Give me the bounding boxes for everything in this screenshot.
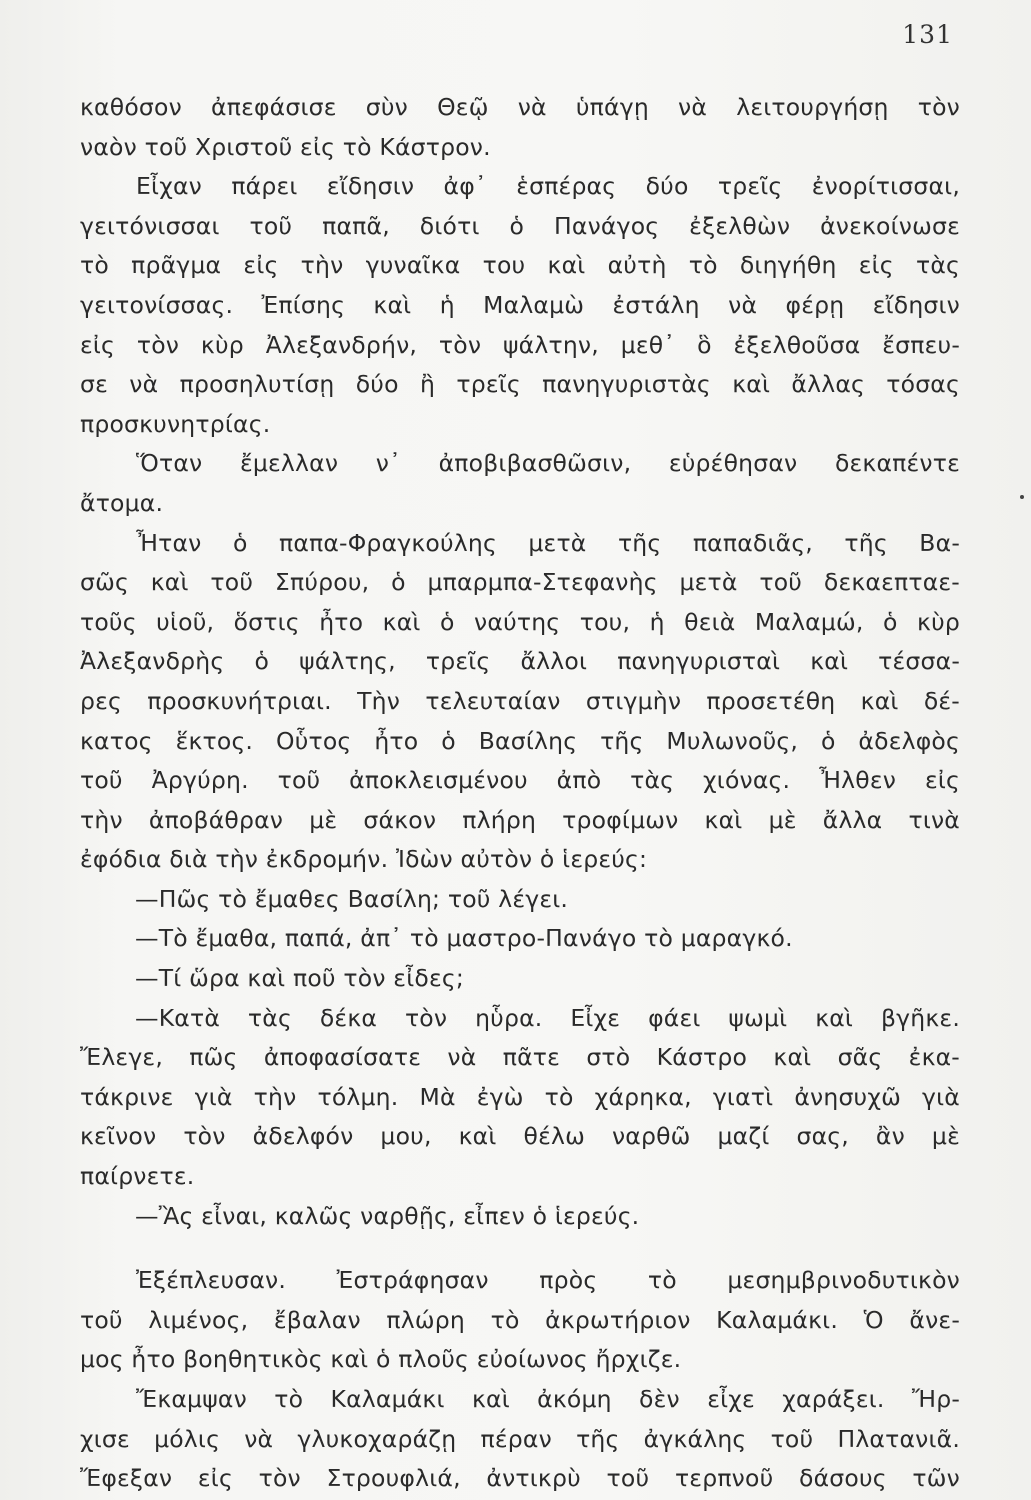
text-line: Εἶχαν πάρει εἴδησιν ἀφ᾽ ἑσπέρας δύο τρεῖς ἐνορίτισσαι,	[136, 172, 960, 201]
text-line: γειτονίσσας. Ἐπίσης καὶ ἡ Μαλαμὼ ἐστάλη νὰ φέρῃ εἴδησιν	[80, 290, 960, 319]
page-number: 131	[902, 20, 953, 49]
dialogue-line: —Πῶς τὸ ἔμαθες Βασίλη; τοῦ λέγει.	[135, 884, 569, 913]
text-line: τοῦς υἱοῦ, ὅστις ἦτο καὶ ὁ ναύτης του, ἡ θειὰ Μαλαμώ, ὁ κὺρ	[80, 607, 960, 636]
text-line: μος ἦτο βοηθητικὸς καὶ ὁ πλοῦς εὐοίωνος ἤρχιζε.	[80, 1345, 682, 1374]
dialogue-line: —Τὸ ἔμαθα, παπά, ἀπ᾽ τὸ μαστρο-Πανάγο τὸ μαραγκό.	[135, 924, 793, 953]
ink-speck	[1020, 495, 1024, 499]
text-line: τοῦ Ἀργύρη. τοῦ ἀποκλεισμένου ἀπὸ τὰς χιόνας. Ἦλθεν εἰς	[80, 766, 960, 795]
text-line: Ἐξέπλευσαν. Ἐστράφησαν πρὸς τὸ μεσημβρινοδυτικὸν	[136, 1266, 960, 1295]
text-line: τάκρινε γιὰ τὴν τόλμη. Μὰ ἐγὼ τὸ χάρηκα, γιατὶ ἀνησυχῶ γιὰ	[80, 1082, 960, 1111]
text-line: τὴν ἀποβάθραν μὲ σάκον πλήρη τροφίμων καὶ μὲ ἄλλα τινὰ	[80, 805, 960, 834]
text-line: γειτόνισσαι τοῦ παπᾶ, διότι ὁ Πανάγος ἐξελθὼν ἀνεκοίνωσε	[80, 211, 960, 240]
text-line: Ὅταν ἔμελλαν ν᾽ ἀποβιβασθῶσιν, εὑρέθησαν δεκαπέντε	[136, 449, 960, 478]
text-line: καθόσον ἀπεφάσισε σὺν Θεῷ νὰ ὑπάγῃ νὰ λειτουργήσῃ τὸν	[80, 93, 960, 121]
text-line: —Κατὰ τὰς δέκα τὸν ηὗρα. Εἶχε φάει ψωμὶ καὶ βγῆκε.	[135, 1003, 960, 1032]
text-line: σῶς καὶ τοῦ Σπύρου, ὁ μπαρμπα-Στεφανὴς μετὰ τοῦ δεκαεπταε-	[80, 568, 960, 597]
text-line: Ἔκαμψαν τὸ Καλαμάκι καὶ ἀκόμη δὲν εἶχε χαράξει. Ἤρ-	[136, 1385, 960, 1413]
text-line: κατος ἕκτος. Οὗτος ἦτο ὁ Βασίλης τῆς Μυλωνοῦς, ὁ ἀδελφὸς	[80, 726, 960, 755]
dialogue-line: —Τί ὥρα καὶ ποῦ τὸν εἶδες;	[135, 964, 464, 993]
text-line: ἐφόδια διὰ τὴν ἐκδρομήν. Ἰδὼν αὐτὸν ὁ ἱερεύς:	[80, 845, 648, 874]
text-line: Ἔλεγε, πῶς ἀποφασίσατε νὰ πᾶτε στὸ Κάστρο καὶ σᾶς ἐκα-	[80, 1043, 960, 1072]
text-line: προσκυνητρίας.	[80, 409, 271, 438]
text-line: χισε μόλις νὰ γλυκοχαράζῃ πέραν τῆς ἀγκάλης τοῦ Πλατανιᾶ.	[80, 1424, 960, 1453]
text-line: εἰς τὸν κὺρ Ἀλεξανδρήν, τὸν ψάλτην, μεθ᾽ ὃ ἐξελθοῦσα ἔσπευ-	[80, 330, 960, 359]
text-line: σε νὰ προσηλυτίσῃ δύο ἢ τρεῖς πανηγυριστὰς καὶ ἄλλας τόσας	[80, 370, 960, 399]
text-line: τὸ πρᾶγμα εἰς τὴν γυναῖκα του καὶ αὐτὴ τὸ διηγήθη εἰς τὰς	[80, 251, 960, 280]
text-line: κεῖνον τὸν ἀδελφόν μου, καὶ θέλω ναρθῶ μαζί σας, ἂν μὲ	[80, 1122, 960, 1151]
text-line: τοῦ λιμένος, ἔβαλαν πλώρη τὸ ἀκρωτήριον Καλαμάκι. Ὁ ἄνε-	[80, 1305, 960, 1334]
text-line: ρες προσκυνήτριαι. Τὴν τελευταίαν στιγμὴν προσετέθη καὶ δέ-	[80, 686, 960, 715]
text-line: ἄτομα.	[80, 488, 164, 517]
text-line: παίρνετε.	[80, 1162, 195, 1191]
text-line: ναὸν τοῦ Χριστοῦ εἰς τὸ Κάστρον.	[80, 132, 491, 161]
section-gap	[80, 1236, 960, 1261]
text-line: Ἀλεξανδρὴς ὁ ψάλτης, τρεῖς ἄλλοι πανηγυρισταὶ καὶ τέσσα-	[80, 647, 960, 676]
text-line: Ἦταν ὁ παπα-Φραγκούλης μετὰ τῆς παπαδιᾶς, τῆς Βα-	[136, 528, 960, 557]
text-line: Ἔφεξαν εἰς τὸν Στρουφλιά, ἀντικρὺ τοῦ τερπνοῦ δάσους τῶν	[80, 1464, 960, 1493]
dialogue-line: —Ἂς εἶναι, καλῶς ναρθῇς, εἶπεν ὁ ἱερεύς.	[135, 1201, 640, 1230]
body-text	[80, 88, 960, 1499]
